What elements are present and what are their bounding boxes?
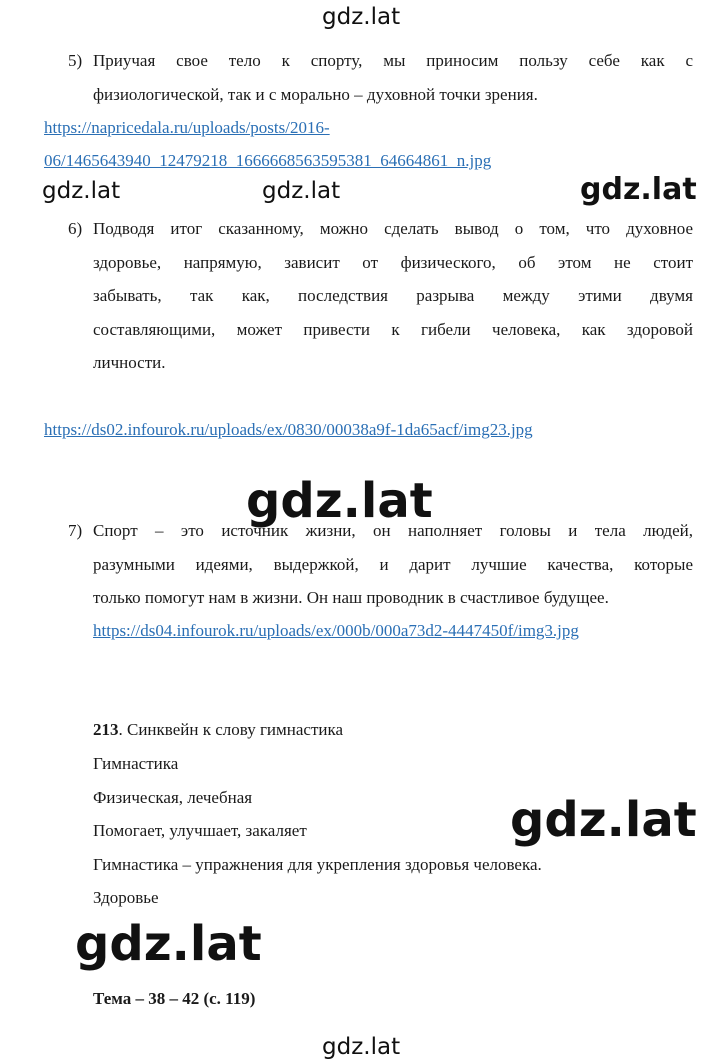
watermark: gdz.lat [75,916,262,972]
cinquain-line: Гимнастика – упражнения для укрепления здоровья человека. [93,855,542,874]
task-heading [93,713,343,747]
watermark: gdz.lat [510,792,697,848]
source-link[interactable]: https://ds04.infourok.ru/uploads/ex/000b/000a73d2-4447450f/img3.jpg [93,621,579,640]
list-item-line: Подводя итог сказанному, можно сделать вывод о том, что духовное [93,219,693,238]
watermark: gdz.lat [246,473,433,529]
cinquain-line: Гимнастика [93,754,179,773]
watermark: gdz.lat [322,1034,401,1060]
list-item-line: здоровье, напрямую, зависит от физического, об этом не стоит [93,252,693,272]
list-item-number: 5) [68,51,83,70]
list-item-line: физиологической, так и с морально – духовной точки зрения. [93,84,538,104]
source-link[interactable]: 06/1465643940_12479218_1666668563595381_64664861_n.jpg [44,151,492,170]
topic-heading: Тема – 38 – 42 (с. 119) [93,989,256,1008]
list-item-line: разумными идеями, выдержкой, и дарит лучшие качества, которые [93,554,693,574]
task-number: 213 [93,720,119,739]
cinquain-line: Физическая, лечебная [93,788,253,807]
list-item-line: только помогут нам в жизни. Он наш проводник в счастливое будущее. [93,588,609,607]
cinquain-line: Помогает, улучшает, закаляет [93,821,307,840]
source-link[interactable]: https://napricedala.ru/uploads/posts/2016- [44,118,330,137]
list-item-line: Спорт – это источник жизни, он наполняет головы и тела людей, [93,521,693,540]
watermark: gdz.lat [42,178,121,204]
task-title: . Синквейн к слову гимнастика [118,720,344,739]
source-link[interactable]: https://ds02.infourok.ru/uploads/ex/0830/00038a9f-1da65acf/img23.jpg [44,420,533,439]
watermark: gdz.lat [262,178,341,204]
watermark: gdz.lat [322,4,401,30]
list-item-line: Приучая свое тело к спорту, мы приносим пользу себе как с [93,51,693,70]
cinquain-line: Здоровье [93,888,159,907]
list-item-line: составляющими, может привести к гибели человека, как здоровой [93,319,693,339]
list-item-line: личности. [93,353,166,372]
list-item-line: забывать, так как, последствия разрыва между этими двумя [93,286,693,305]
list-item-number: 7) [68,521,83,540]
list-item-number: 6) [68,219,83,238]
watermark: gdz.lat [580,172,697,207]
